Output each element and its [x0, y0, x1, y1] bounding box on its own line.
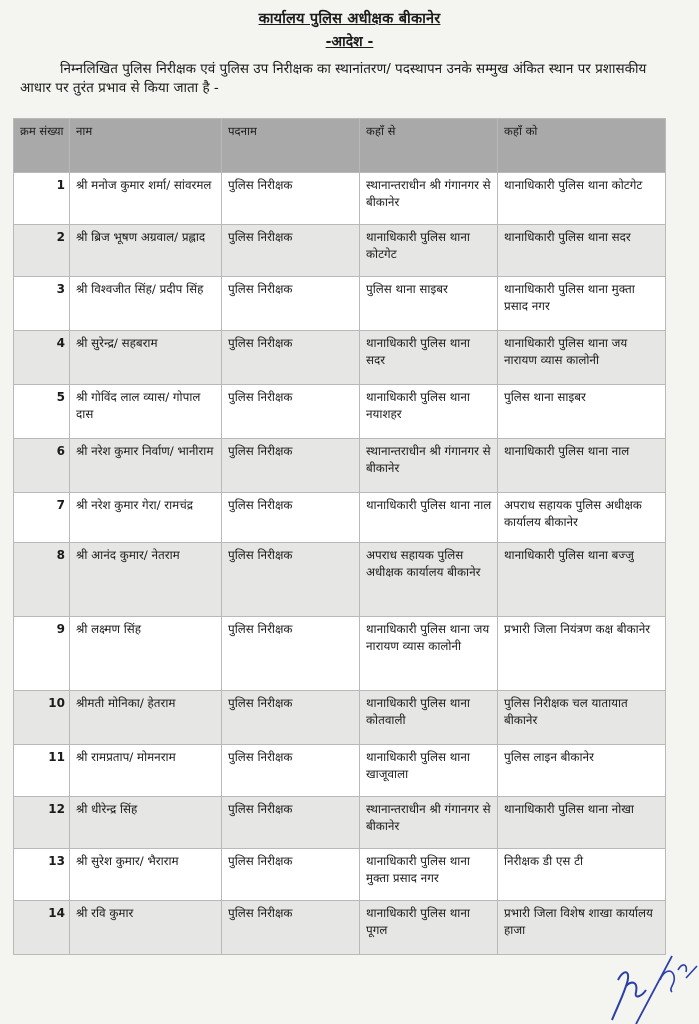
row-name: श्री विश्वजीत सिंह/ प्रदीप सिंह — [70, 277, 222, 331]
row-from: थानाधिकारी पुलिस थाना जय नारायण व्यास कालोनी — [360, 617, 498, 691]
row-from: थानाधिकारी पुलिस थाना पूगल — [360, 901, 498, 955]
row-name: श्री आनंद कुमार/ नेतराम — [70, 543, 222, 617]
row-name: श्री धीरेन्द्र सिंह — [70, 797, 222, 849]
order-title: -आदेश - — [325, 34, 374, 50]
row-designation: पुलिस निरीक्षक — [222, 617, 360, 691]
row-serial: 2 — [14, 225, 70, 277]
row-to: निरीक्षक डी एस टी — [498, 849, 666, 901]
row-designation: पुलिस निरीक्षक — [222, 849, 360, 901]
row-designation: पुलिस निरीक्षक — [222, 439, 360, 493]
row-to: प्रभारी जिला नियंत्रण कक्ष बीकानेर — [498, 617, 666, 691]
office-title: कार्यालय पुलिस अधीक्षक बीकानेर — [258, 11, 441, 27]
row-name: श्री नरेश कुमार निर्वाण/ भानीराम — [70, 439, 222, 493]
row-name: श्री मनोज कुमार शर्मा/ सांवरमल — [70, 173, 222, 225]
row-name: श्री ब्रिज भूषण अग्रवाल/ प्रह्लाद — [70, 225, 222, 277]
row-serial: 13 — [14, 849, 70, 901]
row-designation: पुलिस निरीक्षक — [222, 543, 360, 617]
row-designation: पुलिस निरीक्षक — [222, 225, 360, 277]
row-from: पुलिस थाना साइबर — [360, 277, 498, 331]
table-row — [14, 543, 666, 617]
col-header-name: नाम — [70, 119, 222, 173]
row-designation: पुलिस निरीक्षक — [222, 493, 360, 543]
row-serial: 5 — [14, 385, 70, 439]
row-name: श्रीमती मोनिका/ हेतराम — [70, 691, 222, 745]
row-to: थानाधिकारी पुलिस थाना बज्जु — [498, 543, 666, 617]
row-from: थानाधिकारी पुलिस थाना खाजूवाला — [360, 745, 498, 797]
row-from: थानाधिकारी पुलिस थाना नाल — [360, 493, 498, 543]
row-from: थानाधिकारी पुलिस थाना कोतवाली — [360, 691, 498, 745]
row-name: श्री सुरेन्द्र/ सहबराम — [70, 331, 222, 385]
row-from: स्थानान्तराधीन श्री गंगानगर से बीकानेर — [360, 797, 498, 849]
row-serial: 4 — [14, 331, 70, 385]
row-to: पुलिस थाना साइबर — [498, 385, 666, 439]
row-from: थानाधिकारी पुलिस थाना नयाशहर — [360, 385, 498, 439]
col-header-designation: पदनाम — [222, 119, 360, 173]
row-to: पुलिस लाइन बीकानेर — [498, 745, 666, 797]
row-serial: 10 — [14, 691, 70, 745]
row-designation: पुलिस निरीक्षक — [222, 691, 360, 745]
row-from: थानाधिकारी पुलिस थाना सदर — [360, 331, 498, 385]
row-name: श्री सुरेश कुमार/ भैराराम — [70, 849, 222, 901]
row-name: श्री लक्ष्मण सिंह — [70, 617, 222, 691]
table-row — [14, 691, 666, 745]
row-serial: 14 — [14, 901, 70, 955]
row-from: स्थानान्तराधीन श्री गंगानगर से बीकानेर — [360, 439, 498, 493]
table-row — [14, 277, 666, 331]
row-name: श्री रामप्रताप/ मोमनराम — [70, 745, 222, 797]
row-from: अपराध सहायक पुलिस अधीक्षक कार्यालय बीकानेर — [360, 543, 498, 617]
col-header-to: कहाँ को — [498, 119, 666, 173]
row-name: श्री गोविंद लाल व्यास/ गोपाल दास — [70, 385, 222, 439]
signature-slash — [636, 956, 672, 1024]
row-to: पुलिस निरीक्षक चल यातायात बीकानेर — [498, 691, 666, 745]
row-from: थानाधिकारी पुलिस थाना कोटगेट — [360, 225, 498, 277]
row-serial: 1 — [14, 173, 70, 225]
row-designation: पुलिस निरीक्षक — [222, 901, 360, 955]
row-designation: पुलिस निरीक्षक — [222, 331, 360, 385]
row-designation: पुलिस निरीक्षक — [222, 173, 360, 225]
row-name: श्री रवि कुमार — [70, 901, 222, 955]
row-to: थानाधिकारी पुलिस थाना नोखा — [498, 797, 666, 849]
table-row — [14, 173, 666, 225]
row-serial: 6 — [14, 439, 70, 493]
col-header-from: कहाँ से — [360, 119, 498, 173]
row-to: अपराध सहायक पुलिस अधीक्षक कार्यालय बीकानेर — [498, 493, 666, 543]
table-row — [14, 439, 666, 493]
row-to: थानाधिकारी पुलिस थाना कोटगेट — [498, 173, 666, 225]
row-designation: पुलिस निरीक्षक — [222, 277, 360, 331]
row-serial: 12 — [14, 797, 70, 849]
row-to: थानाधिकारी पुलिस थाना नाल — [498, 439, 666, 493]
row-serial: 3 — [14, 277, 70, 331]
table-row — [14, 385, 666, 439]
transfer-table — [13, 118, 666, 955]
table-row — [14, 331, 666, 385]
row-serial: 9 — [14, 617, 70, 691]
row-to: थानाधिकारी पुलिस थाना मुक्ता प्रसाद नगर — [498, 277, 666, 331]
table-row — [14, 849, 666, 901]
row-designation: पुलिस निरीक्षक — [222, 797, 360, 849]
row-name: श्री नरेश कुमार गेरा/ रामचंद्र — [70, 493, 222, 543]
table-row — [14, 225, 666, 277]
row-to: थानाधिकारी पुलिस थाना सदर — [498, 225, 666, 277]
table-row — [14, 493, 666, 543]
intro-paragraph: निम्नलिखित पुलिस निरीक्षक एवं पुलिस उप निरीक्षक का स्थानांतरण/ पदस्थापन उनके सम्मुख अंकित स्थान पर प्रशासकीय आधार पर तुरंत प्रभाव से किया जाता है - — [20, 61, 647, 96]
row-from: स्थानान्तराधीन श्री गंगानगर से बीकानेर — [360, 173, 498, 225]
row-to: थानाधिकारी पुलिस थाना जय नारायण व्यास कालोनी — [498, 331, 666, 385]
col-header-serial: क्रम संख्या — [14, 119, 70, 173]
row-serial: 8 — [14, 543, 70, 617]
document-header — [0, 8, 699, 51]
row-serial: 7 — [14, 493, 70, 543]
row-designation: पुलिस निरीक्षक — [222, 385, 360, 439]
table-row — [14, 797, 666, 849]
handwritten-signature — [602, 940, 699, 1024]
row-designation: पुलिस निरीक्षक — [222, 745, 360, 797]
table-row — [14, 745, 666, 797]
row-to: प्रभारी जिला विशेष शाखा कार्यालय हाजा — [498, 901, 666, 955]
table-row — [14, 617, 666, 691]
table-header-row — [14, 119, 666, 173]
row-from: थानाधिकारी पुलिस थाना मुक्ता प्रसाद नगर — [360, 849, 498, 901]
row-serial: 11 — [14, 745, 70, 797]
table-row — [14, 901, 666, 955]
